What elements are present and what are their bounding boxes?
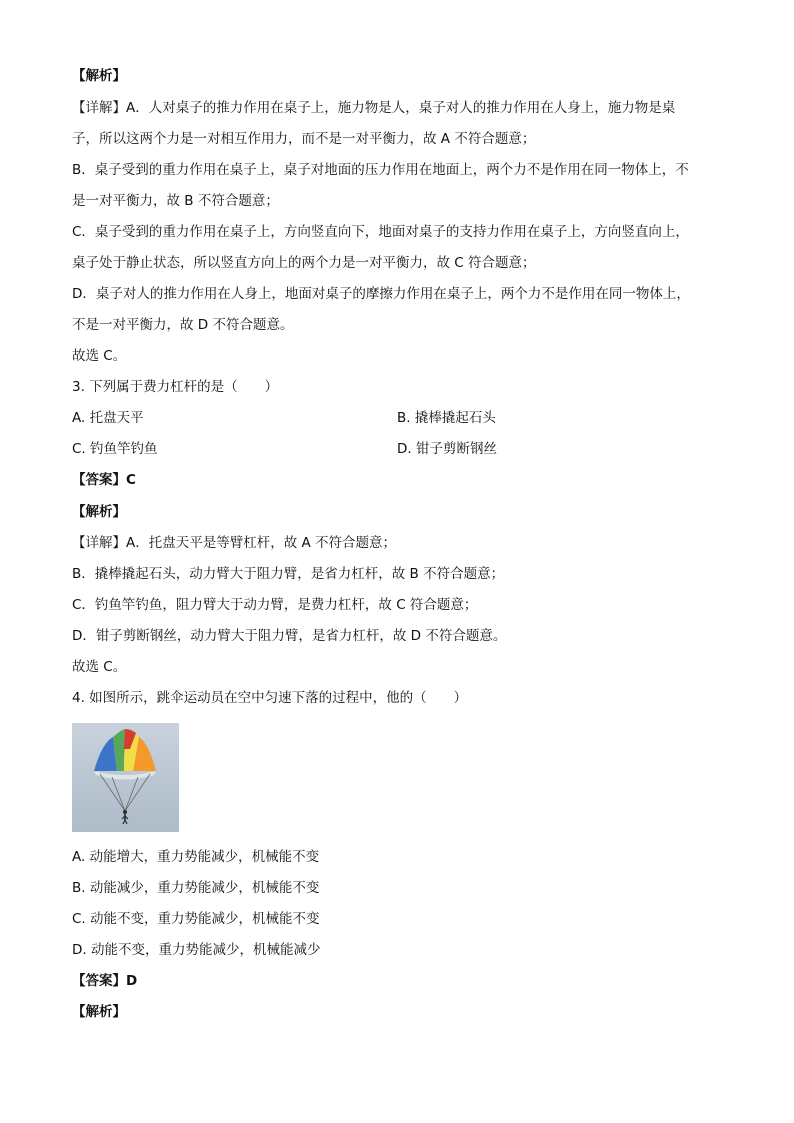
detail-line: 子，所以这两个力是一对相互作用力，而不是一对平衡力，故 A 不符合题意； [72, 131, 536, 147]
choice-c: C. 动能不变，重力势能减少，机械能不变 [72, 911, 320, 927]
detail-line: D．钳子剪断钢丝，动力臂大于阻力臂，是省力杠杆，故 D 不符合题意。 [72, 628, 507, 644]
analysis-label: 【解析】 [72, 68, 126, 84]
detail-line: B．桌子受到的重力作用在桌子上，桌子对地面的压力作用在地面上，两个力不是作用在同一物体上，不 [72, 162, 689, 178]
detail-line: C．桌子受到的重力作用在桌子上，方向竖直向下，地面对桌子的支持力作用在桌子上，方向竖直向上， [72, 224, 689, 240]
choice-a: A. 动能增大，重力势能减少，机械能不变 [72, 849, 320, 865]
choice-b: B. 动能减少，重力势能减少，机械能不变 [72, 880, 320, 896]
choice-d: D. 钳子剪断钢丝 [397, 441, 497, 457]
answer-label: 【答案】C [72, 472, 136, 488]
detail-line: 不是一对平衡力，故 D 不符合题意。 [72, 317, 294, 333]
analysis-label: 【解析】 [72, 1004, 126, 1020]
detail-line: 是一对平衡力，故 B 不符合题意； [72, 193, 279, 209]
detail-line: 【详解】A．人对桌子的推力作用在桌子上，施力物是人，桌子对人的推力作用在人身上，施力物是桌 [72, 100, 676, 116]
choice-b: B. 撬棒撬起石头 [397, 410, 496, 426]
conclusion-line: 故选 C。 [72, 348, 127, 364]
detail-line: 桌子处于静止状态，所以竖直方向上的两个力是一对平衡力，故 C 符合题意； [72, 255, 536, 271]
detail-line: 【详解】A．托盘天平是等臂杠杆，故 A 不符合题意； [72, 535, 397, 551]
detail-line: B．撬棒撬起石头，动力臂大于阻力臂，是省力杠杆，故 B 不符合题意； [72, 566, 505, 582]
choice-c: C. 钓鱼竿钓鱼 [72, 441, 158, 457]
analysis-label: 【解析】 [72, 504, 126, 520]
parachutist-photo [72, 723, 179, 832]
choice-d: D. 动能不变，重力势能减少，机械能减少 [72, 942, 321, 958]
detail-line: D．桌子对人的推力作用在人身上，地面对桌子的摩擦力作用在桌子上，两个力不是作用在同一物体上， [72, 286, 690, 302]
choice-a: A. 托盘天平 [72, 410, 144, 426]
question-stem: 4. 如图所示，跳伞运动员在空中匀速下落的过程中，他的（ ） [72, 690, 468, 706]
detail-line: C．钓鱼竿钓鱼，阻力臂大于动力臂，是费力杠杆，故 C 符合题意； [72, 597, 478, 613]
conclusion-line: 故选 C。 [72, 659, 127, 675]
answer-label: 【答案】D [72, 973, 138, 989]
question-stem: 3. 下列属于费力杠杆的是（ ） [72, 379, 279, 395]
